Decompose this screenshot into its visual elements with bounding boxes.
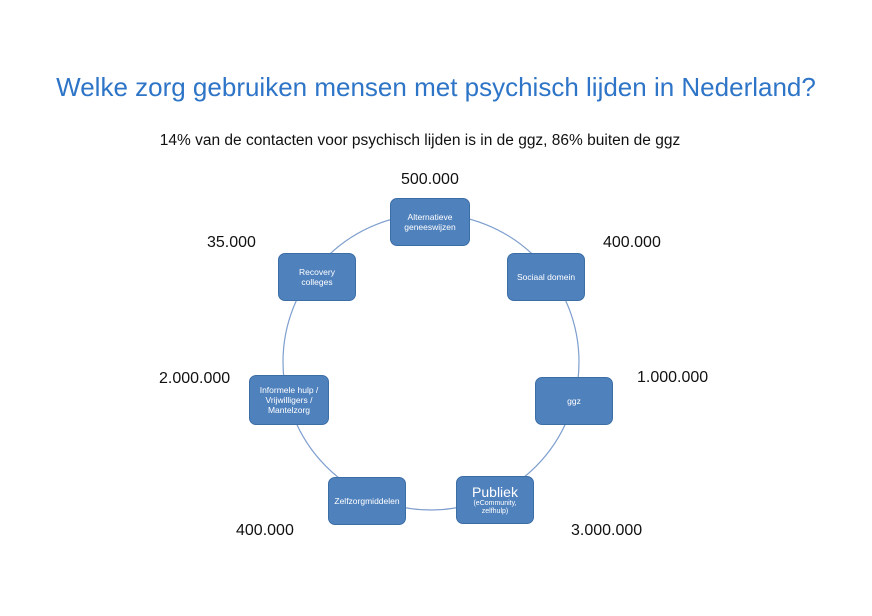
- value-ggz: 1.000.000: [637, 369, 709, 386]
- node-informele-hulp: [249, 375, 329, 425]
- node-publiek: [456, 476, 534, 524]
- value-alternatieve-geneeswijzen: 500.000: [401, 171, 459, 188]
- node-recovery-colleges: [278, 253, 356, 301]
- value-publiek: 3.000.000: [571, 522, 643, 539]
- node-label: Recovery colleges: [299, 266, 335, 287]
- node-sublabel: (eCommunity, zelfhulp): [473, 499, 517, 516]
- node-ggz: [535, 377, 613, 425]
- node-alternatieve-geneeswijzen: [390, 198, 470, 246]
- value-recovery-colleges: 35.000: [207, 234, 256, 251]
- value-sociaal-domein: 400.000: [603, 234, 661, 251]
- node-label: Alternatieve geneeswijzen: [404, 211, 456, 232]
- node-label: Informele hulp / Vrijwilligers / Mantelzorg: [259, 384, 319, 416]
- node-label: Publiek: [472, 483, 518, 500]
- node-label: Sociaal domein: [516, 271, 576, 282]
- value-zelfzorgmiddelen: 400.000: [236, 522, 294, 539]
- page-title: Welke zorg gebruiken mensen met psychisch lijden in Nederland?: [56, 72, 816, 102]
- value-informele-hulp: 2.000.000: [159, 370, 231, 387]
- node-zelfzorgmiddelen: [328, 477, 406, 525]
- subtitle: 14% van de contacten voor psychisch lijden is in de ggz, 86% buiten de ggz: [159, 132, 681, 149]
- node-label: ggz: [567, 395, 581, 406]
- node-sociaal-domein: [507, 253, 585, 301]
- node-label: Zelfzorgmiddelen: [334, 495, 400, 506]
